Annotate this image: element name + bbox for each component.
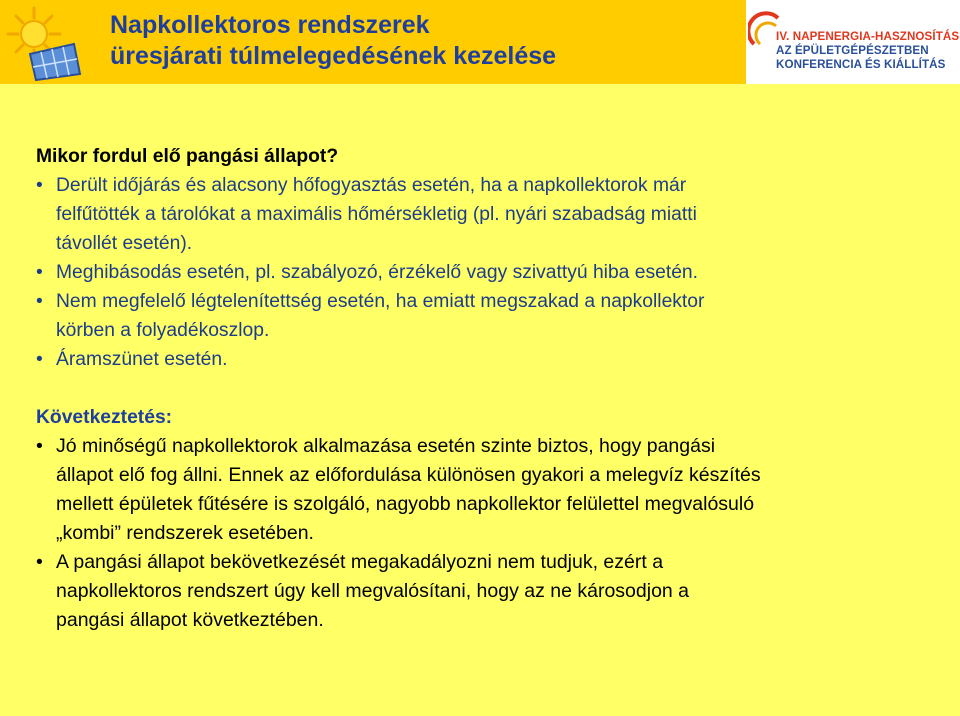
bullet-line: napkollektoros rendszert úgy kell megvalósítani, hogy az ne károsodjon a	[56, 580, 690, 602]
section1-bullet-4	[36, 345, 936, 374]
bullet-line: felfűtötték a tárolókat a maximális hőmérsékletig (pl. nyári szabadság miatti	[56, 204, 697, 225]
bullet-line: körben a folyadékoszlop.	[56, 320, 270, 341]
section1-bullet-1	[36, 171, 936, 258]
conference-logo-line-2: AZ ÉPÜLETGÉPÉSZETBEN	[776, 44, 929, 57]
bullet-line: állapot elő fog állni. Ennek az előfordulása különösen gyakori a melegvíz készítés	[56, 464, 761, 486]
bullet-line: • Meghibásodás esetén, pl. szabályozó, érzékelő vagy szivattyú hiba esetén.	[56, 262, 699, 283]
section2-bullet-1	[36, 432, 936, 548]
section1-heading: Mikor fordul elő pangási állapot?	[36, 146, 339, 167]
section1-bullet-3	[36, 287, 936, 345]
bullet-line: • Jó minőségű napkollektorok alkalmazása esetén szinte biztos, hogy pangási	[56, 435, 716, 457]
title-line-1: Napkollektoros rendszerek	[110, 11, 430, 39]
bullet-line: távollét esetén).	[56, 233, 193, 254]
sun-collector-icon	[4, 4, 82, 82]
bullet-line: • Derült időjárás és alacsony hőfogyasztás esetén, ha a napkollektorok már	[56, 175, 687, 196]
conference-logo	[746, 0, 960, 84]
slide-title	[110, 10, 730, 72]
slide-header	[0, 0, 960, 84]
section1-bullet-2	[36, 258, 936, 287]
section2-heading: Következtetés:	[36, 407, 173, 428]
conference-logo-line-3: KONFERENCIA ÉS KIÁLLÍTÁS	[776, 58, 946, 71]
title-line-2: üresjárati túlmelegedésének kezelése	[110, 42, 557, 70]
bullet-line: mellett épületek fűtésére is szolgáló, nagyobb napkollektor felülettel megvalósuló	[56, 493, 755, 515]
slide-content	[36, 142, 936, 635]
bullet-line: „kombi” rendszerek esetében.	[56, 522, 314, 544]
bullet-line: • Nem megfelelő légtelenítettség esetén, ha emiatt megszakad a napkollektor	[56, 291, 705, 312]
bullet-line: • A pangási állapot bekövetkezését megakadályozni nem tudjuk, ezért a	[56, 551, 664, 573]
conference-logo-line-1: IV. NAPENERGIA-HASZNOSÍTÁS	[776, 30, 960, 43]
bullet-line: • Áramszünet esetén.	[56, 349, 228, 370]
bullet-line: pangási állapot következtében.	[56, 609, 324, 631]
section2-bullet-2	[36, 548, 936, 635]
